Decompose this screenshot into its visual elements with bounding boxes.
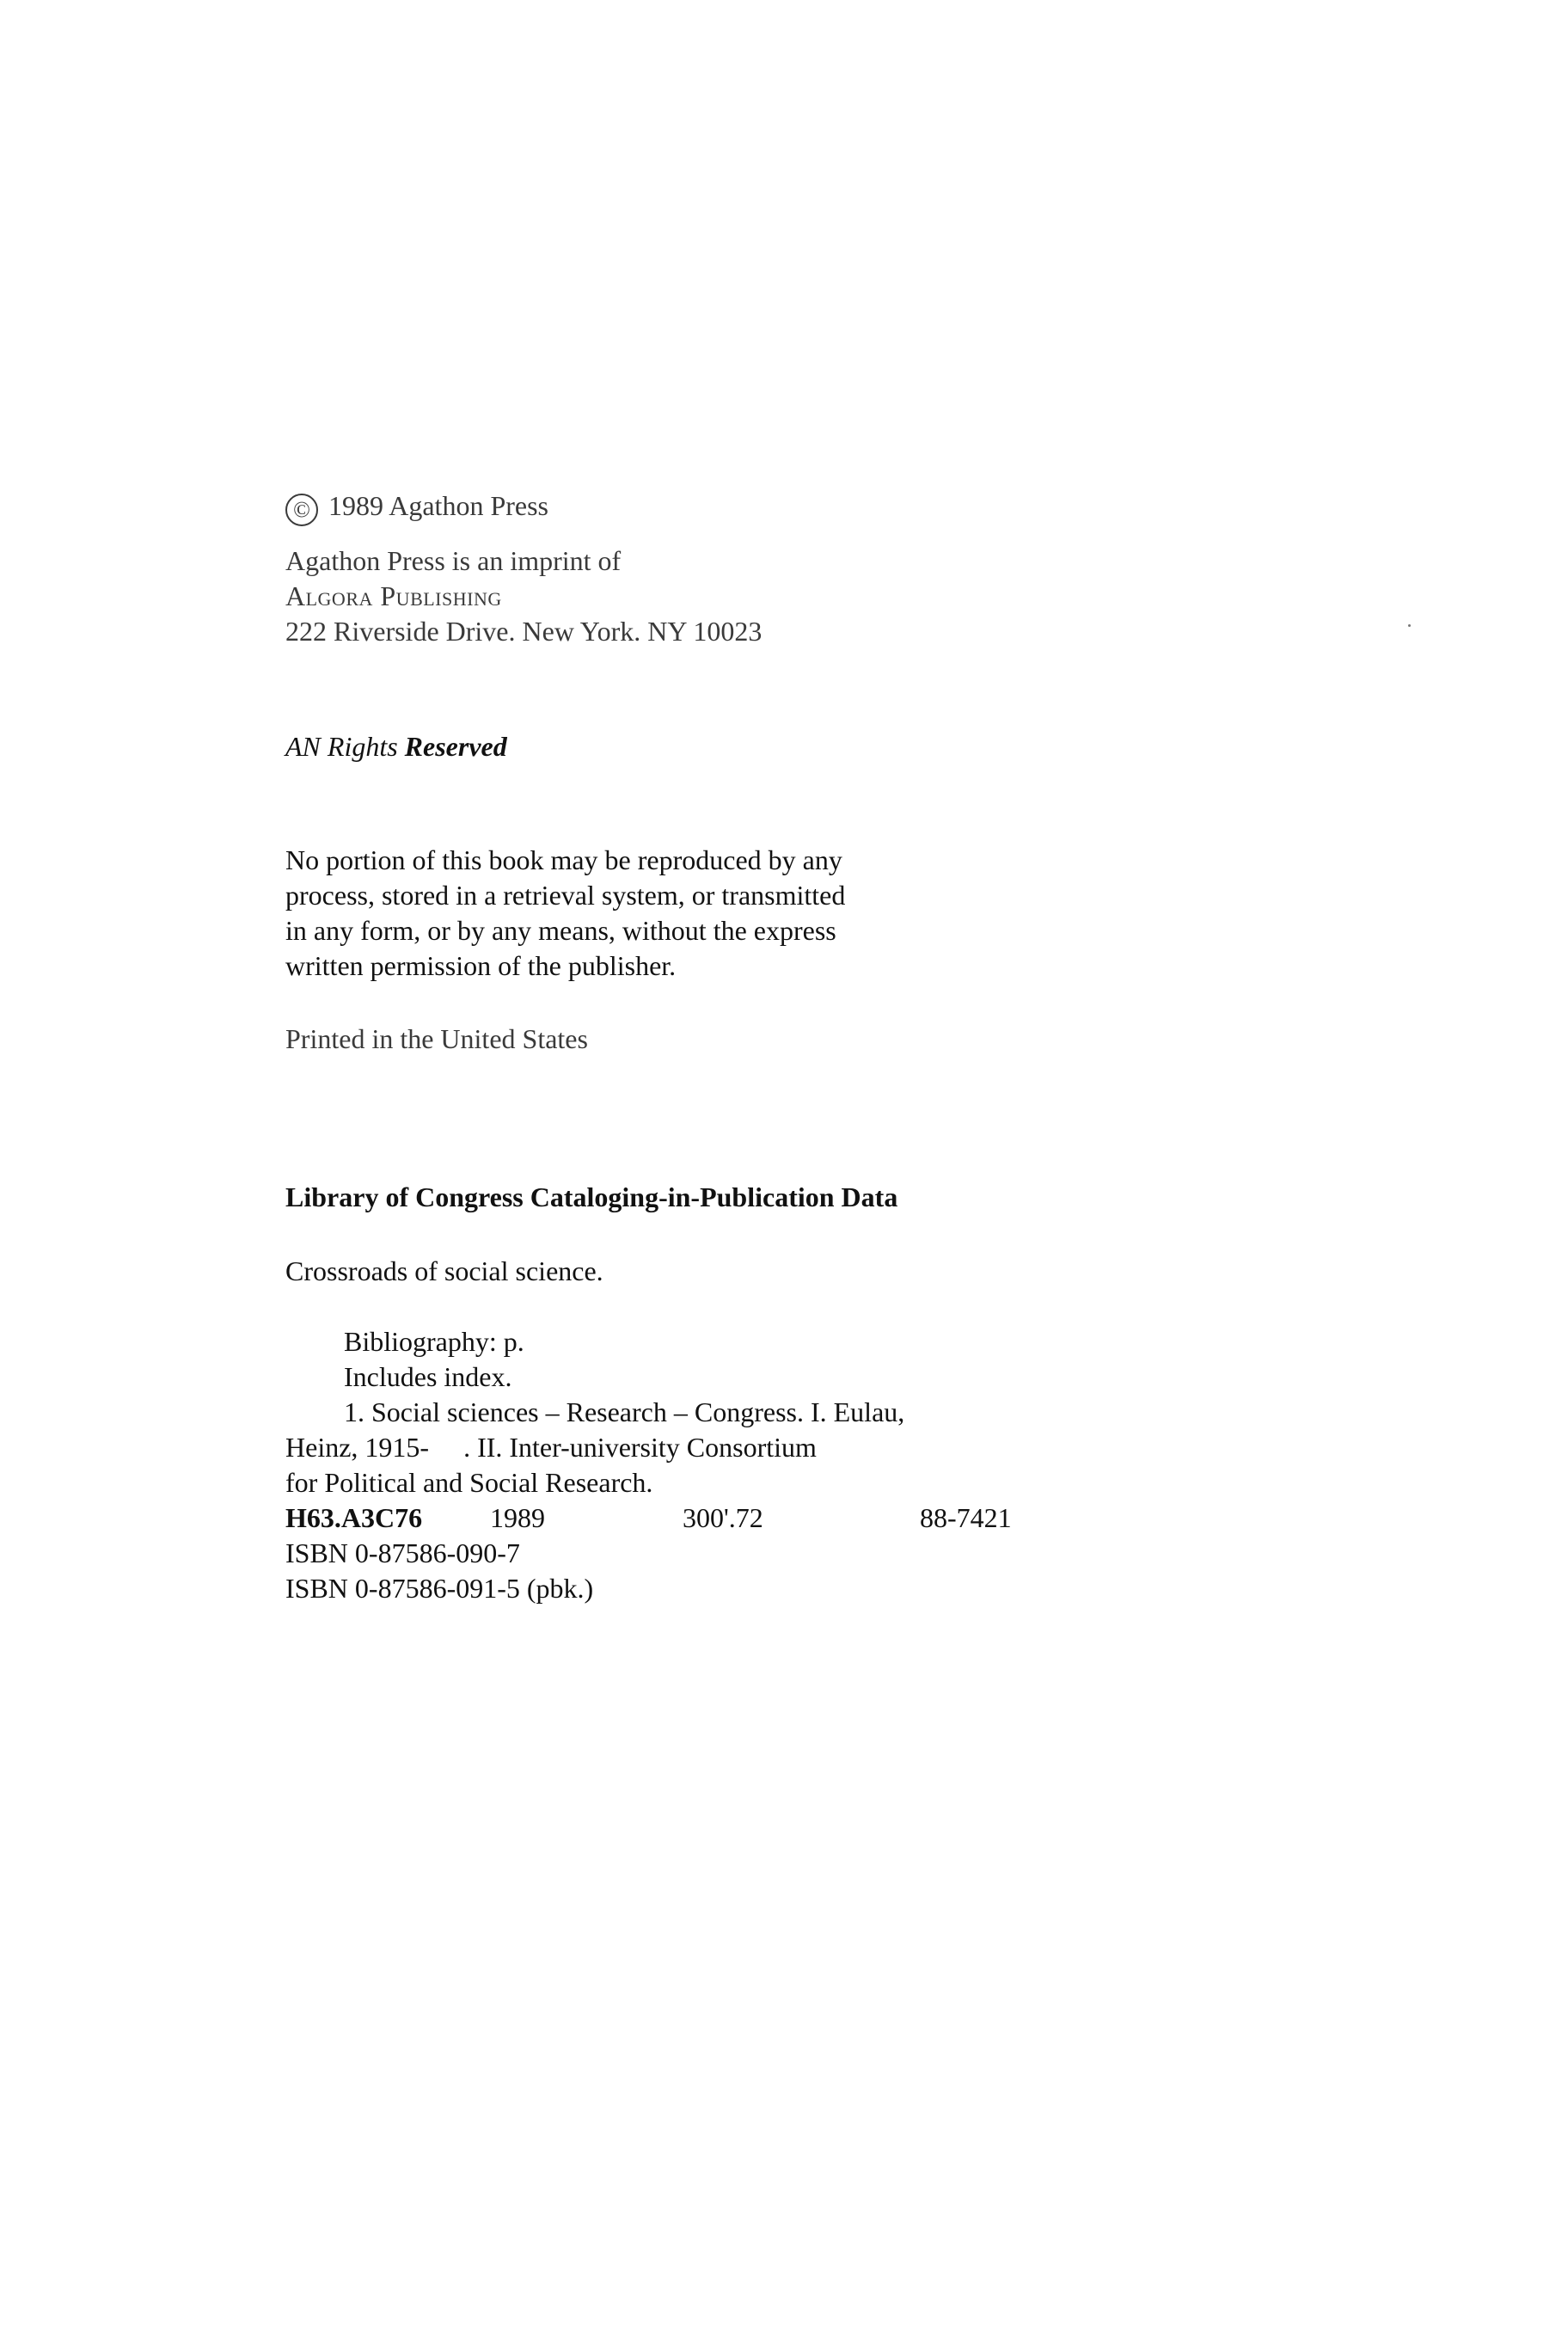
cip-heading: Library of Congress Cataloging-in-Publication Data xyxy=(285,1181,898,1212)
rights-part2: Reserved xyxy=(404,731,507,762)
isbn-2: ISBN 0-87586-091-5 (pbk.) xyxy=(285,1573,594,1604)
copyright-notice xyxy=(285,843,845,984)
cip-index-note: Includes index. xyxy=(344,1361,512,1392)
lccn: 88-7421 xyxy=(920,1502,1012,1533)
isbn-1: ISBN 0-87586-090-7 xyxy=(285,1537,520,1568)
publisher-address: 222 Riverside Drive. New York. NY 10023 xyxy=(285,616,763,647)
notice-line: written permission of the publisher. xyxy=(285,950,677,981)
cip-record xyxy=(285,1324,1025,1606)
rights-reserved xyxy=(285,729,507,764)
cip-bibliography: Bibliography: p. xyxy=(344,1326,524,1357)
notice-line: No portion of this book may be reproduced by any xyxy=(285,844,842,875)
copyright-line xyxy=(285,488,548,526)
dewey-number: 300'.72 xyxy=(683,1502,763,1533)
imprint-line: Agathon Press is an imprint of xyxy=(285,545,622,576)
cip-classification-row xyxy=(285,1500,1025,1536)
cip-subjects-line3: for Political and Social Research. xyxy=(285,1467,653,1498)
scan-speck xyxy=(1408,624,1411,627)
notice-line: process, stored in a retrieval system, or transmitted xyxy=(285,880,846,911)
cip-subjects-line2: Heinz, 1915- . II. Inter-university Consortium xyxy=(285,1432,817,1463)
notice-line: in any form, or by any means, without the express xyxy=(285,915,836,946)
copyright-text: 1989 Agathon Press xyxy=(328,490,548,521)
publisher-block xyxy=(285,543,762,649)
copyright-symbol: © xyxy=(285,494,318,526)
call-number: H63.A3C76 xyxy=(285,1502,423,1533)
publisher-name: Algora Publishing xyxy=(285,580,502,611)
cip-title: Crossroads of social science. xyxy=(285,1255,603,1286)
cip-year: 1989 xyxy=(490,1502,545,1533)
printed-in: Printed in the United States xyxy=(285,1023,588,1054)
cip-subjects-line1: 1. Social sciences – Research – Congress. I. Eulau, xyxy=(344,1396,905,1427)
rights-part1: AN Rights xyxy=(285,731,398,762)
